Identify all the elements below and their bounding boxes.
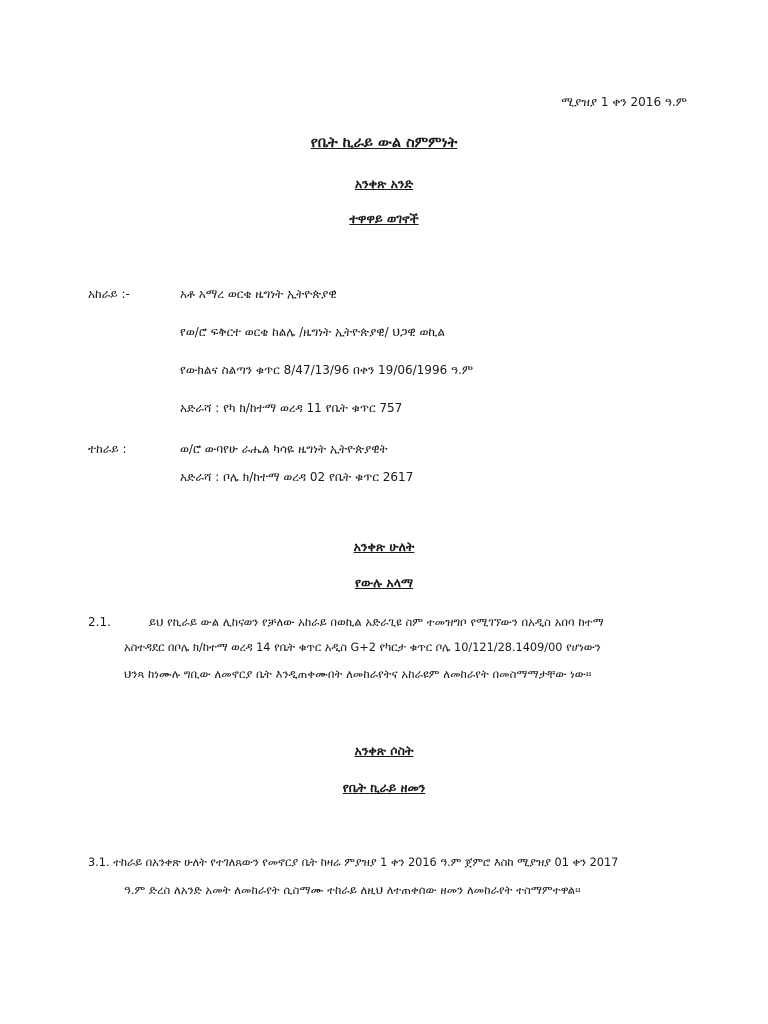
section3-heading: አንቀጽ ሶስት: [354, 743, 414, 758]
lessor-name-line: አቶ አማረ ወርቄ ዜግነት ኢትዮጵያዊ: [180, 287, 337, 301]
lessor-agent-line: የወ/ሮ ፍቅርተ ወርቄ ከልሌ /ዜግነት ኢትዮጵያዊ/ ህጋዊ ወኪል: [180, 325, 446, 339]
section2-heading: አንቀጽ ሁለት: [353, 539, 415, 554]
tenant-label: ተከራይ :: [88, 442, 127, 456]
tenant-name-line: ወ/ሮ ውባየሁ ራሔል ካሳዬ ዜግነት ኢትዮጵያዊት: [180, 442, 388, 456]
section3-paragraph-line-2: ዓ.ም ድረስ ለአንድ አመት ለመከራየት ሲስማሙ ተከራይ ለዚህ ለተጠቀሰው ዘመን ለመከራየት ተስማምተዋል፡፡: [124, 883, 581, 897]
tenant-address-line: አድራሻ : ቦሌ ክ/ከተማ ወረዳ 02 የቤት ቁጥር 2617: [180, 470, 414, 484]
date-line: ሚያዝያ 1 ቀን 2016 ዓ.ም: [561, 95, 687, 109]
section2-paragraph-line-1: ይህ የኪራይ ውል ሊከናወን የቻለው አከራይ በወኪል አድራጊዩ ስም ተመዝግቦ የሚገኘውን በአዲስ አበባ ከተማ: [149, 615, 604, 629]
section2-paragraph-line-2: አስተዳደር በቦሌ ክ/ከተማ ወረዳ 14 የቤት ቁጥር አዲስ G+2 የካርታ ቁጥር ቦሌ 10/121/28.1409/00 የሆነውን: [124, 641, 601, 654]
section1-heading: አንቀጽ አንድ: [354, 176, 414, 191]
section2-clause-number: 2.1.: [88, 615, 111, 629]
section2-subheading: የውሉ አላማ: [354, 575, 413, 590]
lessor-address-line: አድራሻ : የካ ክ/ከተማ ወረዳ 11 የቤት ቁጥር 757: [180, 401, 403, 415]
section3-paragraph-line-1: 3.1. ተከራይ በአንቀጽ ሁለት የተገለጸውን የመኖርያ ቤት ከዛሬ ምያዝያ 1 ቀን 2016 ዓ.ም ጀምሮ እስከ ሚያዝያ 01 ቀን 2017: [88, 856, 619, 869]
section3-subheading: የቤት ኪራይ ዘመን: [342, 780, 426, 795]
document-title: የቤት ኪራይ ውል ስምምነት: [310, 135, 458, 151]
lessor-power-of-attorney-line: የውክልና ስልጣን ቁጥር 8/47/13/96 በቀን 19/06/1996 ዓ.ም: [180, 363, 474, 377]
section2-paragraph-line-3: ህንጻ ከነሙሉ ግቢው ለመኖርያ ቤት እንዲጠቀሙበት ለመከራየትና አከራዩም ለመከራየት በመስማማታቸው ነው፡፡: [124, 667, 592, 681]
section1-subheading: ተዋዋይ ወገኖች: [349, 211, 419, 226]
lessor-label: አከራይ :-: [88, 287, 130, 301]
